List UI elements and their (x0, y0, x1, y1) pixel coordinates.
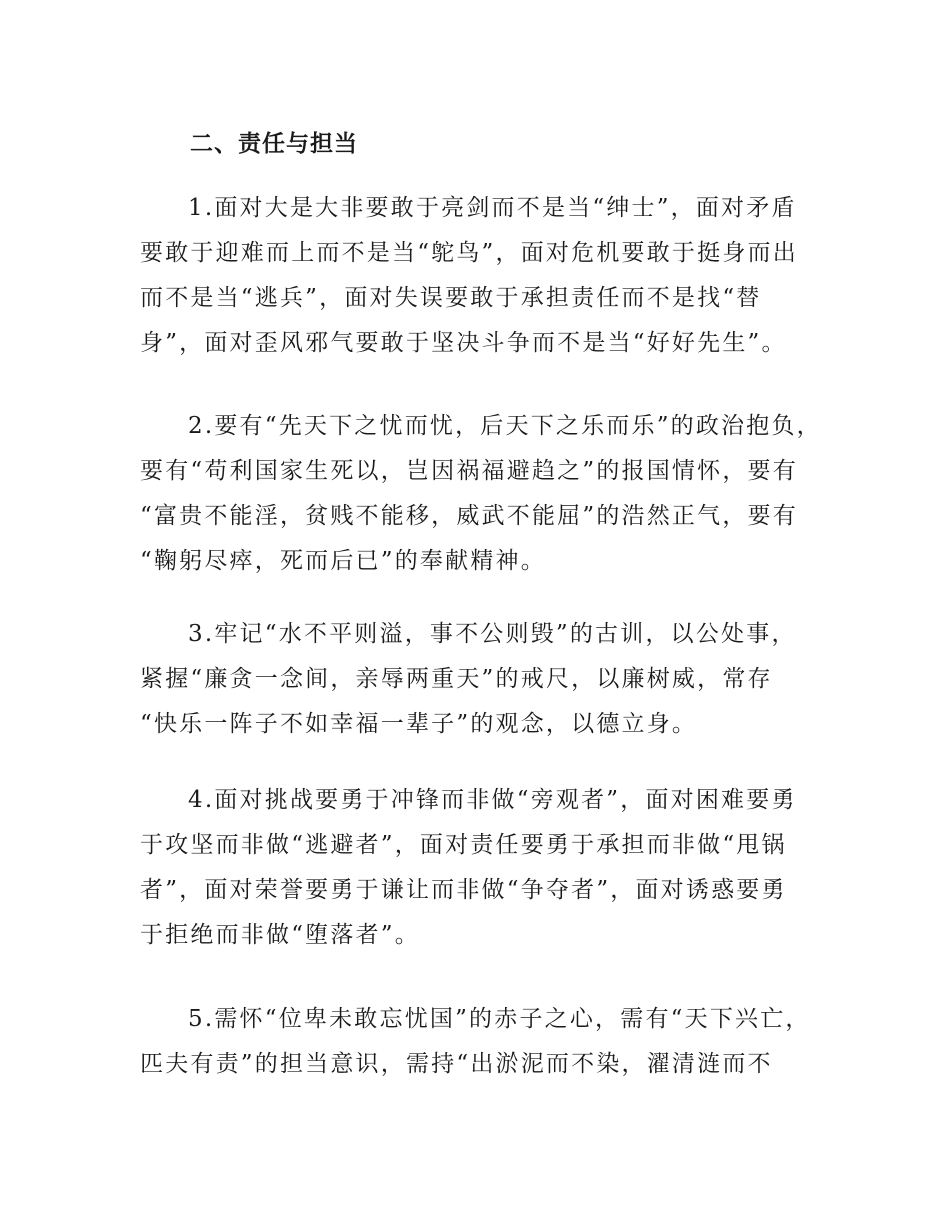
paragraph-line: 而不是当“逃兵”，面对失误要敢于承担责任而不是找“替 (140, 285, 762, 311)
paragraph-line: “快乐一阵子不如幸福一辈子”的观念，以德立身。 (140, 711, 698, 737)
paragraph-3 (140, 612, 830, 747)
paragraph-line: 紧握“廉贪一念间，亲辱两重天”的戒尺，以廉树威，常存 (140, 666, 773, 692)
paragraph-4 (140, 778, 830, 958)
paragraph-line: 3.牢记“水不平则溢，事不公则毁”的古训，以公处事， (188, 621, 797, 647)
paragraph-1 (140, 186, 830, 366)
paragraph-line: 要有“苟利国家生死以，岂因祸福避趋之”的报国情怀，要有 (140, 458, 798, 484)
paragraph-5 (140, 997, 830, 1087)
paragraph-line: 匹夫有责”的担当意识，需持“出淤泥而不染，濯清涟而不 (140, 1051, 773, 1077)
paragraph-line: 2.要有“先天下之忧而忧，后天下之乐而乐”的政治抱负， (188, 413, 822, 439)
paragraph-line: 要敢于迎难而上而不是当“鸵鸟”，面对危机要敢于挺身而出 (140, 240, 798, 266)
paragraph-line: 于攻坚而非做“逃避者”，面对责任要勇于承担而非做“甩锅 (140, 832, 787, 858)
paragraph-line: 身”，面对歪风邪气要敢于坚决斗争而不是当“好好先生”。 (140, 330, 787, 356)
paragraph-line: 于拒绝而非做“堕落者”。 (140, 922, 420, 948)
paragraph-line: 1.面对大是大非要敢于亮剑而不是当“绅士”，面对矛盾 (188, 195, 797, 221)
paragraph-line: “鞠躬尽瘁，死而后已”的奉献精神。 (140, 548, 546, 574)
section-heading: 二、责任与担当 (190, 131, 358, 157)
paragraph-line: 5.需怀“位卑未敢忘忧国”的赤子之心，需有“天下兴亡， (188, 1006, 811, 1032)
paragraph-2 (140, 404, 830, 584)
paragraph-line: 4.面对挑战要勇于冲锋而非做“旁观者”，面对困难要勇 (188, 787, 797, 813)
paragraph-line: 者”，面对荣誉要勇于谦让而非做“争夺者”，面对诱惑要勇 (140, 877, 787, 903)
paragraph-line: “富贵不能淫，贫贱不能移，威武不能屈”的浩然正气，要有 (140, 503, 798, 529)
